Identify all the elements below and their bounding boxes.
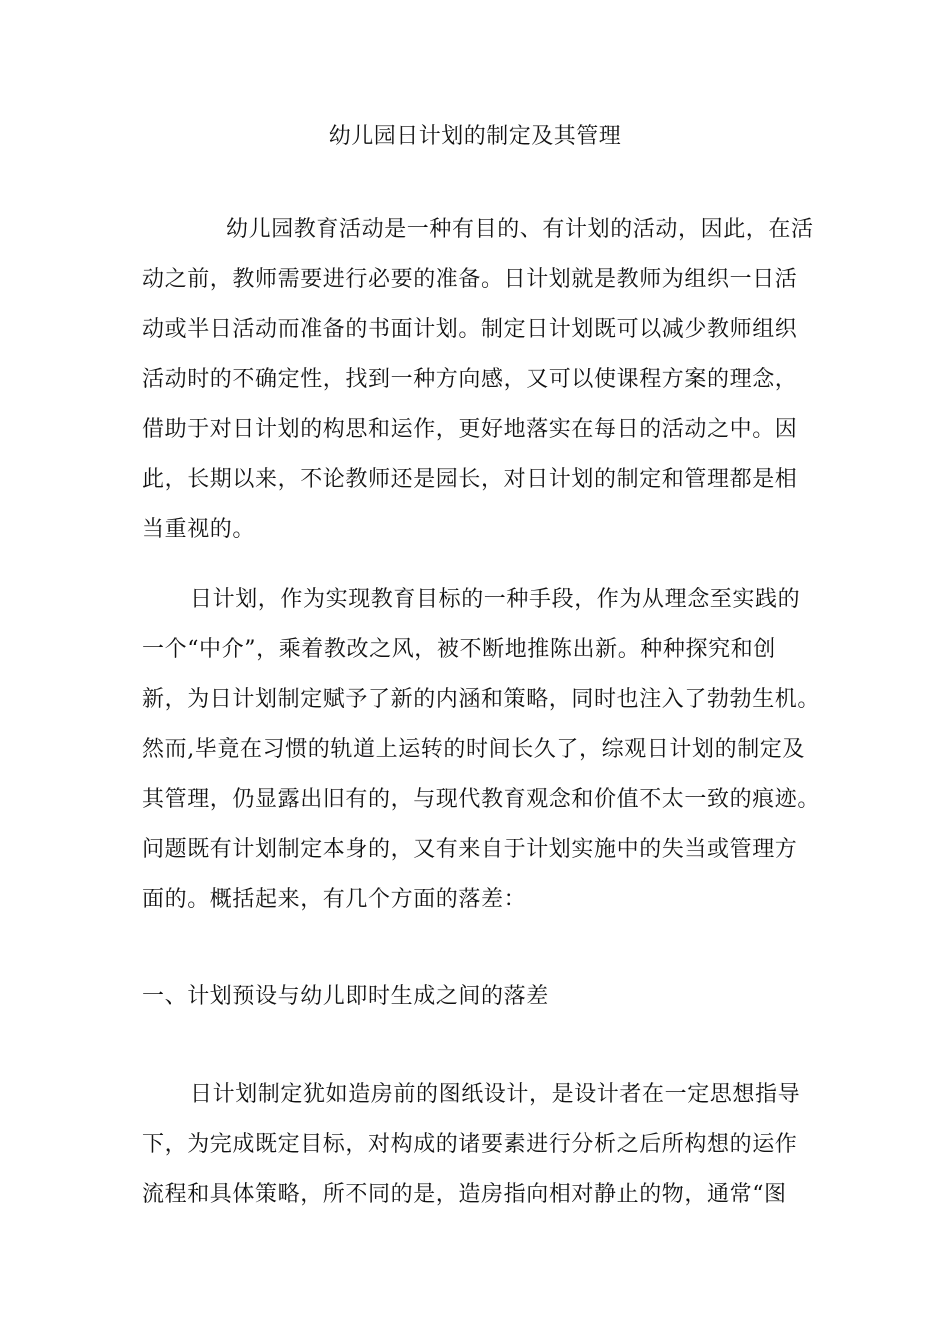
section-heading-text: 一、计划预设与幼儿即时生成之间的落差 (142, 984, 549, 1009)
paragraph-line: 其管理，仍显露出旧有的，与现代教育观念和价值不太一致的痕迹。 (142, 787, 821, 812)
paragraph-line: 动或半日活动而准备的书面计划。制定日计划既可以减少教师组织 (142, 317, 798, 342)
paragraph-intro (142, 205, 822, 555)
paragraph-line: 流程和具体策略，所不同的是，造房指向相对静止的物，通常“图 (142, 1182, 787, 1207)
paragraph-line: 面的。概括起来，有几个方面的落差： (142, 887, 527, 912)
paragraph-line: 借助于对日计划的构思和运作，更好地落实在每日的活动之中。因 (142, 417, 798, 442)
section-heading (142, 972, 822, 1022)
paragraph-line: 活动时的不确定性，找到一种方向感，又可以使课程方案的理念， (142, 367, 798, 392)
paragraph-second (142, 575, 822, 925)
paragraph-line: 日计划制定犹如造房前的图纸设计，是设计者在一定思想指导 (190, 1082, 801, 1107)
paragraph-line: 此，长期以来，不论教师还是园长，对日计划的制定和管理都是相 (142, 467, 798, 492)
paragraph-line: 当重视的。 (142, 517, 256, 542)
paragraph-third (142, 1070, 822, 1220)
paragraph-line: 下，为完成既定目标，对构成的诸要素进行分析之后所构想的运作 (142, 1132, 798, 1157)
paragraph-line: 动之前，教师需要进行必要的准备。日计划就是教师为组织一日活 (142, 267, 798, 292)
paragraph-line: 问题既有计划制定本身的，又有来自于计划实施中的失当或管理方 (142, 837, 798, 862)
paragraph-line: 一个“中介”，乘着教改之风，被不断地推陈出新。种种探究和创 (142, 637, 776, 662)
paragraph-line: 幼儿园教育活动是一种有目的、有计划的活动，因此，在活 (226, 217, 814, 242)
paragraph-line: 新，为日计划制定赋予了新的内涵和策略，同时也注入了勃勃生机。 (142, 687, 821, 712)
document-title: 幼儿园日计划的制定及其管理 (328, 124, 622, 149)
paragraph-line: 日计划，作为实现教育目标的一种手段，作为从理念至实践的 (190, 587, 801, 612)
paragraph-line: 然而,毕竟在习惯的轨道上运转的时间长久了，综观日计划的制定及 (142, 737, 805, 762)
